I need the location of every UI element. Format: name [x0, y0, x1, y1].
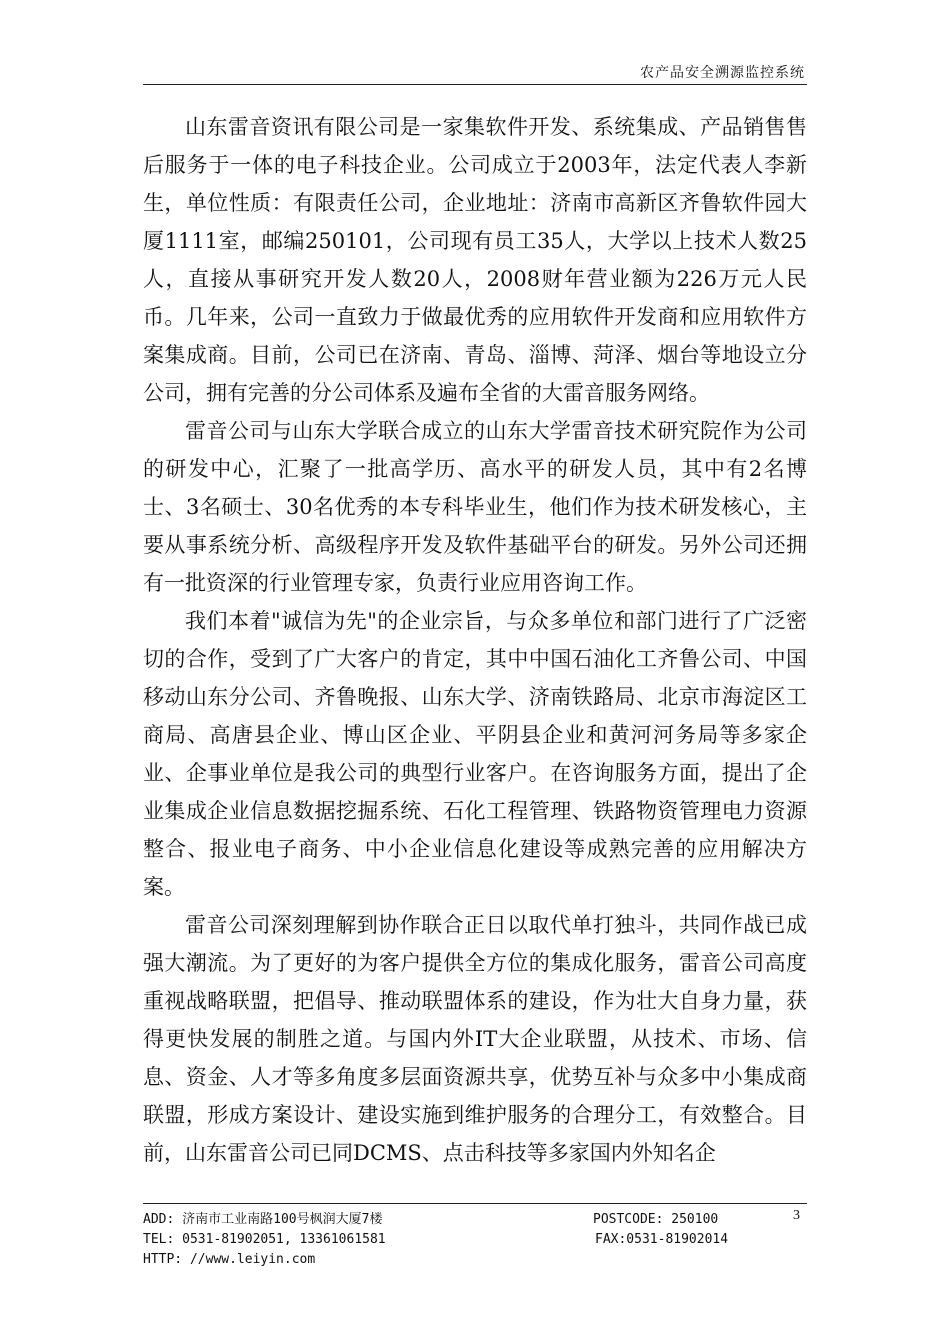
page-number: 3 [793, 1208, 800, 1223]
footer-tel: TEL: 0531-81902051, 13361061581 [143, 1232, 386, 1247]
footer-address: ADD: 济南市工业南路100号枫润大厦7楼 [143, 1212, 383, 1227]
running-header-title: 农产品安全溯源监控系统 [640, 65, 805, 81]
footer-line-address [143, 1210, 807, 1230]
document-body [143, 108, 807, 1172]
paragraph-company-intro: 山东雷音资讯有限公司是一家集软件开发、系统集成、产品销售售后服务于一体的电子科技企业。公司成立于2003年，法定代表人李新生，单位性质：有限责任公司，企业地址：济南市高新区齐鲁软件园大厦1111室，邮编250101，公司现有员工35人，大学以上技术人数25人，直接从事研究开发人数20人，2008财年营业额为226万元人民币。几年来，公司一直致力于做最优秀的应用软件开发商和应用软件方案集成商。目前，公司已在济南、青岛、淄博、菏泽、烟台等地设立分公司，拥有完善的分公司体系及遍布全省的大雷音服务网络。 [143, 115, 807, 405]
footer-divider [143, 1203, 807, 1204]
paragraph-alliances: 雷音公司深刻理解到协作联合正日以取代单打独斗，共同作战已成强大潮流。为了更好的为客户提供全方位的集成化服务，雷音公司高度重视战略联盟，把倡导、推动联盟体系的建设，作为壮大自身力量，获得更快发展的制胜之道。与国内外IT大企业联盟，从技术、市场、信息、资金、人才等多角度多层面资源共享，优势互补与众多中小集成商联盟，形成方案设计、建设实施到维护服务的合理分工，有效整合。目前，山东雷音公司已同DCMS、点击科技等多家国内外知名企 [143, 913, 807, 1165]
paragraph-research-center: 雷音公司与山东大学联合成立的山东大学雷音技术研究院作为公司的研发中心，汇聚了一批高学历、高水平的研发人员，其中有2名博士、3名硕士、30名优秀的本专科毕业生，他们作为技术研发核心，主要从事系统分析、高级程序开发及软件基础平台的研发。另外公司还拥有一批资深的行业管理专家，负责行业应用咨询工作。 [143, 419, 807, 595]
footer-postcode: POSTCODE: 250100 [593, 1212, 719, 1227]
footer-line-tel [143, 1230, 807, 1250]
footer-line-http [143, 1250, 807, 1270]
paragraph-clients: 我们本着"诚信为先"的企业宗旨，与众多单位和部门进行了广泛密切的合作，受到了广大客户的肯定，其中中国石油化工齐鲁公司、中国移动山东分公司、齐鲁晚报、山东大学、济南铁路局、北京市海淀区工商局、高唐县企业、博山区企业、平阴县企业和黄河河务局等多家企业、企事业单位是我公司的典型行业客户。在咨询服务方面，提出了企业集成企业信息数据挖掘系统、石化工程管理、铁路物资管理电力资源整合、报业电子商务、中小企业信息化建设等成熟完善的应用解决方案。 [143, 609, 807, 899]
footer-website-link[interactable]: HTTP: //www.leiyin.com [143, 1252, 316, 1267]
page-footer [143, 1210, 807, 1270]
footer-fax: FAX:0531-81902014 [595, 1232, 729, 1247]
header-divider [143, 84, 807, 85]
